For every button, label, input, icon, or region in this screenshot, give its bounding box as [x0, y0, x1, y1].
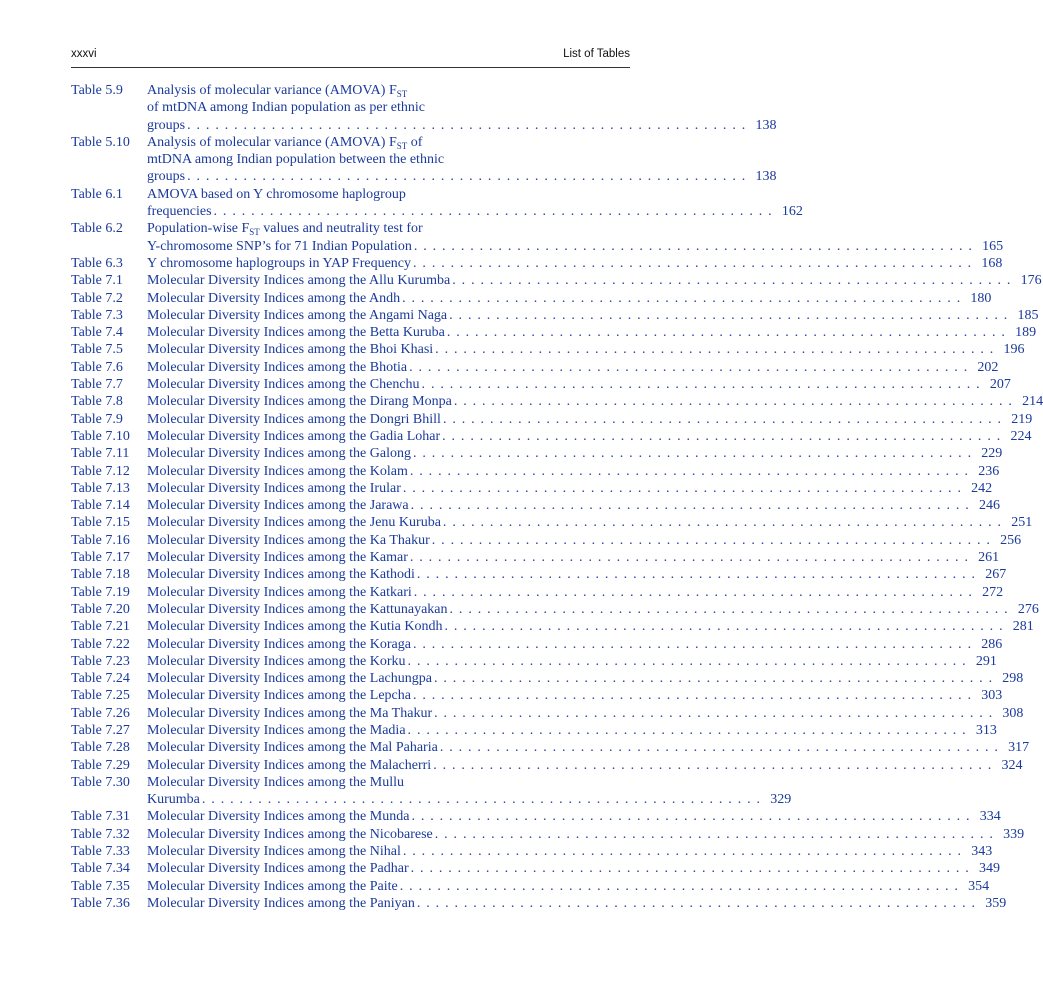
- dot-leader: . . . . . . . . . . . . . . . . . . . . . . . . . . . . . . . . . . . . . . . . . . . . . . . . . . . . . . . . . . . .: [453, 394, 1014, 410]
- caption-line: Molecular Diversity Indices among the Mullu: [147, 774, 404, 790]
- dot-leader: . . . . . . . . . . . . . . . . . . . . . . . . . . . . . . . . . . . . . . . . . . . . . . . . . . . . . . . . . . . .: [412, 446, 973, 462]
- dot-leader: . . . . . . . . . . . . . . . . . . . . . . . . . . . . . . . . . . . . . . . . . . . . . . . . . . . . . . . . . . . .: [412, 688, 973, 704]
- table-entry[interactable]: [71, 307, 1039, 324]
- caption-line: Molecular Diversity Indices among the Kamar: [147, 550, 408, 566]
- table-entry[interactable]: [71, 82, 777, 134]
- caption-line: Molecular Diversity Indices among the Galong: [147, 446, 411, 462]
- page-number: xxxvi: [71, 48, 97, 60]
- table-caption[interactable]: [147, 601, 1039, 618]
- dot-leader: . . . . . . . . . . . . . . . . . . . . . . . . . . . . . . . . . . . . . . . . . . . . . . . . . . . . . . . . . . . .: [416, 895, 977, 911]
- table-caption[interactable]: [147, 411, 1033, 428]
- table-number[interactable]: Table 6.1: [71, 186, 123, 202]
- dot-leader: . . . . . . . . . . . . . . . . . . . . . . . . . . . . . . . . . . . . . . . . . . . . . . . . . . . . . . . . . . . .: [402, 290, 962, 306]
- table-entry[interactable]: [71, 428, 1032, 445]
- caption-line: Molecular Diversity Indices among the Malacherri: [147, 757, 432, 773]
- dot-leader: . . . . . . . . . . . . . . . . . . . . . . . . . . . . . . . . . . . . . . . . . . . . . . . . . . . . . . . . . . . .: [187, 169, 747, 185]
- list-of-tables: [71, 82, 1043, 912]
- table-caption[interactable]: [147, 307, 1039, 324]
- dot-leader: . . . . . . . . . . . . . . . . . . . . . . . . . . . . . . . . . . . . . . . . . . . . . . . . . . . . . . . . . . . .: [442, 515, 1003, 531]
- page-ref[interactable]: 138: [755, 169, 777, 185]
- table-caption[interactable]: [147, 134, 777, 186]
- page-ref[interactable]: 207: [989, 377, 1011, 393]
- table-number[interactable]: Table 7.35: [71, 878, 130, 894]
- caption-line: frequencies: [147, 204, 212, 220]
- dot-leader: . . . . . . . . . . . . . . . . . . . . . . . . . . . . . . . . . . . . . . . . . . . . . . . . . . . . . . . . . . . .: [446, 325, 1007, 341]
- page-ref[interactable]: 334: [979, 809, 1001, 825]
- caption-line: Molecular Diversity Indices among the Bhoi Khasi: [147, 342, 434, 358]
- table-entry[interactable]: [71, 272, 1042, 289]
- caption-line: Molecular Diversity Indices among the Ka Thakur: [147, 532, 430, 548]
- table-caption[interactable]: [147, 826, 1025, 843]
- page-ref[interactable]: 339: [1003, 826, 1025, 842]
- page-ref[interactable]: 261: [978, 550, 1000, 566]
- dot-leader: . . . . . . . . . . . . . . . . . . . . . . . . . . . . . . . . . . . . . . . . . . . . . . . . . . . . . . . . . . . .: [413, 238, 974, 254]
- dot-leader: . . . . . . . . . . . . . . . . . . . . . . . . . . . . . . . . . . . . . . . . . . . . . . . . . . . . . . . . . . . .: [411, 809, 971, 825]
- table-number[interactable]: Table 5.9: [71, 83, 123, 98]
- page-ref[interactable]: 349: [978, 861, 1000, 877]
- page-ref[interactable]: 359: [985, 895, 1007, 911]
- table-number[interactable]: Table 7.24: [71, 671, 130, 687]
- table-number[interactable]: Table 7.29: [71, 757, 130, 773]
- caption-line: Molecular Diversity Indices among the Lachungpa: [147, 671, 432, 687]
- table-caption[interactable]: [147, 376, 1011, 393]
- table-caption[interactable]: [147, 341, 1025, 358]
- table-entry[interactable]: [71, 895, 1007, 912]
- caption-line: Molecular Diversity Indices among the Jarawa: [147, 498, 409, 514]
- caption-line: Molecular Diversity Indices among the Allu Kurumba: [147, 273, 451, 289]
- caption-line: Molecular Diversity Indices among the Dongri Bhill: [147, 411, 441, 427]
- table-number[interactable]: Table 7.31: [71, 809, 130, 825]
- caption-line: Population-wise $F_{ST}$ values and neutrality test for: [147, 221, 423, 238]
- table-number[interactable]: Table 7.12: [71, 463, 130, 479]
- caption-line: mtDNA among Indian population between the ethnic: [147, 152, 445, 168]
- dot-leader: . . . . . . . . . . . . . . . . . . . . . . . . . . . . . . . . . . . . . . . . . . . . . . . . . . . . . . . . . . . .: [409, 359, 969, 375]
- table-entry[interactable]: [71, 290, 992, 307]
- table-number[interactable]: Table 7.7: [71, 377, 123, 393]
- table-caption[interactable]: [147, 514, 1033, 531]
- table-caption[interactable]: [147, 445, 1003, 462]
- table-entry[interactable]: [71, 757, 1023, 774]
- table-number[interactable]: Table 7.27: [71, 722, 130, 738]
- table-entry[interactable]: [71, 376, 1011, 393]
- table-number[interactable]: Table 7.36: [71, 895, 130, 911]
- dot-leader: . . . . . . . . . . . . . . . . . . . . . . . . . . . . . . . . . . . . . . . . . . . . . . . . . . . . . . . . . . . .: [439, 740, 1000, 756]
- page-ref[interactable]: 267: [985, 567, 1007, 583]
- table-caption[interactable]: [147, 670, 1024, 687]
- table-number[interactable]: Table 7.19: [71, 584, 130, 600]
- dot-leader: . . . . . . . . . . . . . . . . . . . . . . . . . . . . . . . . . . . . . . . . . . . . . . . . . . . . . . . . . . . .: [416, 567, 977, 583]
- dot-leader: . . . . . . . . . . . . . . . . . . . . . . . . . . . . . . . . . . . . . . . . . . . . . . . . . . . . . . . . . . . .: [434, 826, 995, 842]
- page-ref[interactable]: 224: [1010, 428, 1032, 444]
- table-entry[interactable]: [71, 878, 990, 895]
- caption-line: Molecular Diversity Indices among the Madia: [147, 722, 406, 738]
- caption-line: Molecular Diversity Indices among the Kutia Kondh: [147, 619, 443, 635]
- page-ref[interactable]: 165: [982, 238, 1004, 254]
- dot-leader: . . . . . . . . . . . . . . . . . . . . . . . . . . . . . . . . . . . . . . . . . . . . . . . . . . . . . . . . . . . .: [410, 861, 970, 877]
- caption-line: Analysis of molecular variance (AMOVA) $F_{ST}$ of: [147, 134, 423, 151]
- dot-leader: . . . . . . . . . . . . . . . . . . . . . . . . . . . . . . . . . . . . . . . . . . . . . . . . . . . . . . . . . . . .: [421, 377, 981, 393]
- page-ref[interactable]: 229: [981, 446, 1003, 462]
- page-ref[interactable]: 303: [981, 688, 1003, 704]
- dot-leader: . . . . . . . . . . . . . . . . . . . . . . . . . . . . . . . . . . . . . . . . . . . . . . . . . . . . . . . . . . . .: [435, 342, 995, 358]
- table-entry[interactable]: [71, 860, 1000, 877]
- table-number[interactable]: Table 7.34: [71, 861, 130, 877]
- dot-leader: . . . . . . . . . . . . . . . . . . . . . . . . . . . . . . . . . . . . . . . . . . . . . . . . . . . . . . . . . . . .: [413, 255, 973, 271]
- page-ref[interactable]: 176: [1020, 273, 1042, 289]
- caption-line: Molecular Diversity Indices among the Paniyan: [147, 895, 415, 911]
- table-caption[interactable]: [147, 584, 1004, 601]
- table-entry[interactable]: [71, 532, 1022, 549]
- caption-line: groups: [147, 169, 186, 185]
- table-caption[interactable]: [147, 497, 1000, 514]
- table-entry[interactable]: [71, 359, 999, 376]
- page-ref[interactable]: 354: [968, 878, 990, 894]
- table-entry[interactable]: [71, 186, 803, 221]
- table-number[interactable]: Table 6.3: [71, 255, 123, 271]
- caption-line: Molecular Diversity Indices among the Jenu Kuruba: [147, 515, 441, 531]
- caption-line: Molecular Diversity Indices among the Chenchu: [147, 377, 420, 393]
- table-entry[interactable]: [71, 480, 993, 497]
- page-ref[interactable]: 281: [1012, 619, 1034, 635]
- page-ref[interactable]: 138: [755, 117, 777, 133]
- table-entry[interactable]: [71, 220, 1004, 255]
- table-entry[interactable]: [71, 584, 1004, 601]
- caption-line: Molecular Diversity Indices among the Koraga: [147, 636, 411, 652]
- page-ref[interactable]: 317: [1008, 740, 1030, 756]
- table-number[interactable]: Table 5.10: [71, 134, 130, 150]
- table-entry[interactable]: [71, 618, 1034, 635]
- table-entry[interactable]: [71, 514, 1033, 531]
- dot-leader: . . . . . . . . . . . . . . . . . . . . . . . . . . . . . . . . . . . . . . . . . . . . . . . . . . . . . . . . . . . .: [433, 671, 994, 687]
- page-ref[interactable]: 236: [978, 463, 1000, 479]
- table-number[interactable]: Table 7.28: [71, 740, 130, 756]
- dot-leader: . . . . . . . . . . . . . . . . . . . . . . . . . . . . . . . . . . . . . . . . . . . . . . . . . . . . . . . . . . . .: [402, 480, 963, 496]
- caption-line: Molecular Diversity Indices among the Kattunayakan: [147, 601, 448, 617]
- table-entry[interactable]: [71, 653, 997, 670]
- caption-line: Molecular Diversity Indices among the Paite: [147, 878, 398, 894]
- table-number[interactable]: Table 7.4: [71, 325, 123, 341]
- table-entry[interactable]: [71, 393, 1043, 410]
- table-number[interactable]: Table 7.23: [71, 653, 130, 669]
- table-entry[interactable]: [71, 808, 1001, 825]
- caption-line: Molecular Diversity Indices among the Ma Thakur: [147, 705, 433, 721]
- table-entry[interactable]: [71, 843, 993, 860]
- caption-line: Molecular Diversity Indices among the Katkari: [147, 584, 412, 600]
- caption-line: AMOVA based on Y chromosome haplogroup: [147, 186, 406, 202]
- table-number[interactable]: Table 7.17: [71, 550, 130, 566]
- table-caption[interactable]: [147, 186, 803, 221]
- table-caption[interactable]: [147, 636, 1003, 653]
- caption-line: Molecular Diversity Indices among the Angami Naga: [147, 307, 448, 323]
- table-number[interactable]: Table 7.9: [71, 411, 123, 427]
- page-ref[interactable]: 246: [978, 498, 1000, 514]
- dot-leader: . . . . . . . . . . . . . . . . . . . . . . . . . . . . . . . . . . . . . . . . . . . . . . . . . . . . . . . . . . . .: [412, 636, 973, 652]
- table-number[interactable]: Table 7.32: [71, 826, 130, 842]
- page-ref[interactable]: 242: [971, 480, 993, 496]
- table-caption[interactable]: [147, 255, 1003, 272]
- table-entry[interactable]: [71, 255, 1003, 272]
- page-ref[interactable]: 308: [1002, 705, 1024, 721]
- caption-line: Molecular Diversity Indices among the Korku: [147, 653, 406, 669]
- table-entry[interactable]: [71, 739, 1030, 756]
- table-caption[interactable]: [147, 220, 1004, 255]
- table-entry[interactable]: [71, 341, 1025, 358]
- table-entry[interactable]: [71, 826, 1025, 843]
- table-caption[interactable]: [147, 272, 1042, 289]
- table-entry[interactable]: [71, 411, 1033, 428]
- table-entry[interactable]: [71, 722, 997, 739]
- caption-line: Molecular Diversity Indices among the Kolam: [147, 463, 408, 479]
- dot-leader: . . . . . . . . . . . . . . . . . . . . . . . . . . . . . . . . . . . . . . . . . . . . . . . . . . . . . . . . . . . .: [409, 463, 970, 479]
- table-caption[interactable]: [147, 290, 992, 307]
- table-number[interactable]: Table 7.16: [71, 532, 130, 548]
- dot-leader: . . . . . . . . . . . . . . . . . . . . . . . . . . . . . . . . . . . . . . . . . . . . . . . . . . . . . . . . . . . .: [431, 532, 992, 548]
- table-number[interactable]: Table 7.14: [71, 498, 130, 514]
- table-entry[interactable]: [71, 601, 1039, 618]
- dot-leader: . . . . . . . . . . . . . . . . . . . . . . . . . . . . . . . . . . . . . . . . . . . . . . . . . . . . . . . . . . . .: [187, 117, 747, 133]
- table-number[interactable]: Table 7.30: [71, 774, 130, 790]
- table-entry[interactable]: [71, 134, 777, 186]
- page-ref[interactable]: 189: [1015, 325, 1037, 341]
- page-ref[interactable]: 329: [770, 792, 792, 808]
- table-caption[interactable]: [147, 705, 1024, 722]
- table-caption[interactable]: [147, 82, 777, 134]
- table-entry[interactable]: [71, 774, 792, 809]
- table-number[interactable]: Table 7.6: [71, 359, 123, 375]
- table-caption[interactable]: [147, 774, 792, 809]
- table-number[interactable]: Table 7.5: [71, 342, 123, 358]
- dot-leader: . . . . . . . . . . . . . . . . . . . . . . . . . . . . . . . . . . . . . . . . . . . . . . . . . . . . . . . . . . . .: [442, 411, 1003, 427]
- page-ref[interactable]: 196: [1003, 342, 1025, 358]
- table-number[interactable]: Table 7.13: [71, 480, 130, 496]
- caption-line: Molecular Diversity Indices among the Mal Paharia: [147, 740, 438, 756]
- dot-leader: . . . . . . . . . . . . . . . . . . . . . . . . . . . . . . . . . . . . . . . . . . . . . . . . . . . . . . . . . . . .: [213, 204, 773, 220]
- table-caption[interactable]: [147, 566, 1007, 583]
- table-entry[interactable]: [71, 324, 1037, 341]
- table-caption[interactable]: [147, 739, 1030, 756]
- caption-line: Molecular Diversity Indices among the Nicobarese: [147, 826, 433, 842]
- caption-line: Y-chromosome SNP’s for 71 Indian Population: [147, 238, 412, 254]
- table-entry[interactable]: [71, 549, 1000, 566]
- page-ref[interactable]: 272: [982, 584, 1004, 600]
- table-caption[interactable]: [147, 549, 1000, 566]
- caption-line: Analysis of molecular variance (AMOVA) $F_{ST}$: [147, 83, 408, 99]
- page-ref[interactable]: 343: [971, 844, 993, 860]
- page-ref[interactable]: 168: [981, 255, 1003, 271]
- dot-leader: . . . . . . . . . . . . . . . . . . . . . . . . . . . . . . . . . . . . . . . . . . . . . . . . . . . . . . . . . . . .: [452, 273, 1012, 289]
- table-entry[interactable]: [71, 670, 1024, 687]
- running-title: List of Tables: [563, 48, 630, 60]
- table-caption[interactable]: [147, 359, 999, 376]
- table-number[interactable]: Table 7.2: [71, 290, 123, 306]
- page-ref[interactable]: 219: [1011, 411, 1033, 427]
- dot-leader: . . . . . . . . . . . . . . . . . . . . . . . . . . . . . . . . . . . . . . . . . . . . . . . . . . . . . . . . . . . .: [399, 878, 960, 894]
- table-caption[interactable]: [147, 324, 1037, 341]
- page-ref[interactable]: 214: [1022, 394, 1043, 410]
- table-number[interactable]: Table 7.15: [71, 515, 130, 531]
- dot-leader: . . . . . . . . . . . . . . . . . . . . . . . . . . . . . . . . . . . . . . . . . . . . . . . . . . . . . . . . . . . .: [444, 619, 1004, 635]
- table-number[interactable]: Table 7.26: [71, 705, 130, 721]
- dot-leader: . . . . . . . . . . . . . . . . . . . . . . . . . . . . . . . . . . . . . . . . . . . . . . . . . . . . . . . . . . . .: [201, 792, 762, 808]
- caption-line: Molecular Diversity Indices among the Betta Kuruba: [147, 325, 445, 341]
- page-ref[interactable]: 185: [1017, 307, 1039, 323]
- table-number[interactable]: Table 7.8: [71, 394, 123, 410]
- table-number[interactable]: Table 7.18: [71, 567, 130, 583]
- page-header: [71, 47, 630, 68]
- dot-leader: . . . . . . . . . . . . . . . . . . . . . . . . . . . . . . . . . . . . . . . . . . . . . . . . . . . . . . . . . . . .: [409, 550, 970, 566]
- dot-leader: . . . . . . . . . . . . . . . . . . . . . . . . . . . . . . . . . . . . . . . . . . . . . . . . . . . . . . . . . . . .: [433, 757, 993, 773]
- table-caption[interactable]: [147, 895, 1007, 912]
- table-entry[interactable]: [71, 463, 1000, 480]
- dot-leader: . . . . . . . . . . . . . . . . . . . . . . . . . . . . . . . . . . . . . . . . . . . . . . . . . . . . . . . . . . . .: [449, 307, 1009, 323]
- dot-leader: . . . . . . . . . . . . . . . . . . . . . . . . . . . . . . . . . . . . . . . . . . . . . . . . . . . . . . . . . . . .: [410, 498, 970, 514]
- table-caption[interactable]: [147, 860, 1000, 877]
- table-number[interactable]: Table 7.10: [71, 428, 130, 444]
- caption-line: Molecular Diversity Indices among the Padhar: [147, 861, 409, 877]
- page-ref[interactable]: 162: [781, 204, 803, 220]
- dot-leader: . . . . . . . . . . . . . . . . . . . . . . . . . . . . . . . . . . . . . . . . . . . . . . . . . . . . . . . . . . . .: [442, 428, 1002, 444]
- table-caption[interactable]: [147, 687, 1003, 704]
- table-caption[interactable]: [147, 722, 997, 739]
- table-number[interactable]: Table 7.11: [71, 446, 130, 462]
- caption-line: of mtDNA among Indian population as per ethnic: [147, 100, 425, 116]
- table-number[interactable]: Table 7.25: [71, 688, 130, 704]
- table-caption[interactable]: [147, 463, 1000, 480]
- dot-leader: . . . . . . . . . . . . . . . . . . . . . . . . . . . . . . . . . . . . . . . . . . . . . . . . . . . . . . . . . . . .: [413, 584, 974, 600]
- table-number[interactable]: Table 7.21: [71, 619, 130, 635]
- caption-line: Molecular Diversity Indices among the Kathodi: [147, 567, 415, 583]
- page-ref[interactable]: 324: [1001, 757, 1023, 773]
- table-caption[interactable]: [147, 808, 1001, 825]
- page-ref[interactable]: 202: [977, 359, 999, 375]
- caption-line: Molecular Diversity Indices among the Andh: [147, 290, 401, 306]
- table-entry[interactable]: [71, 687, 1003, 704]
- page-ref[interactable]: 298: [1002, 671, 1024, 687]
- dot-leader: . . . . . . . . . . . . . . . . . . . . . . . . . . . . . . . . . . . . . . . . . . . . . . . . . . . . . . . . . . . .: [407, 722, 967, 738]
- table-number[interactable]: Table 7.20: [71, 601, 130, 617]
- caption-line: Molecular Diversity Indices among the Irular: [147, 480, 401, 496]
- page-ref[interactable]: 251: [1011, 515, 1033, 531]
- table-number[interactable]: Table 7.1: [71, 273, 123, 289]
- caption-line: Molecular Diversity Indices among the Nihal: [147, 844, 401, 860]
- table-caption[interactable]: [147, 532, 1022, 549]
- table-caption[interactable]: [147, 428, 1032, 445]
- dot-leader: . . . . . . . . . . . . . . . . . . . . . . . . . . . . . . . . . . . . . . . . . . . . . . . . . . . . . . . . . . . .: [449, 601, 1009, 617]
- table-caption[interactable]: [147, 878, 990, 895]
- caption-line: Molecular Diversity Indices among the Gadia Lohar: [147, 428, 441, 444]
- table-caption[interactable]: [147, 618, 1034, 635]
- caption-line: Y chromosome haplogroups in YAP Frequency: [147, 255, 412, 271]
- page-ref[interactable]: 256: [1000, 532, 1022, 548]
- table-number[interactable]: Table 7.22: [71, 636, 130, 652]
- caption-line: Kurumba: [147, 792, 200, 808]
- table-caption[interactable]: [147, 843, 993, 860]
- table-entry[interactable]: [71, 636, 1003, 653]
- table-entry[interactable]: [71, 497, 1000, 514]
- table-caption[interactable]: [147, 757, 1023, 774]
- table-entry[interactable]: [71, 566, 1007, 583]
- table-entry[interactable]: [71, 705, 1024, 722]
- table-entry[interactable]: [71, 445, 1003, 462]
- page-ref[interactable]: 291: [975, 653, 997, 669]
- table-caption[interactable]: [147, 653, 997, 670]
- table-number[interactable]: Table 7.33: [71, 844, 130, 860]
- page-ref[interactable]: 313: [975, 722, 997, 738]
- caption-line: Molecular Diversity Indices among the Dirang Monpa: [147, 394, 452, 410]
- table-caption[interactable]: [147, 480, 993, 497]
- table-number[interactable]: Table 7.3: [71, 307, 123, 323]
- table-caption[interactable]: [147, 393, 1043, 410]
- table-number[interactable]: Table 6.2: [71, 221, 123, 237]
- page-ref[interactable]: 286: [981, 636, 1003, 652]
- dot-leader: . . . . . . . . . . . . . . . . . . . . . . . . . . . . . . . . . . . . . . . . . . . . . . . . . . . . . . . . . . . .: [402, 844, 963, 860]
- caption-line: Molecular Diversity Indices among the Munda: [147, 809, 410, 825]
- caption-line: Molecular Diversity Indices among the Bhotia: [147, 359, 408, 375]
- caption-line: Molecular Diversity Indices among the Lepcha: [147, 688, 411, 704]
- page-ref[interactable]: 180: [970, 290, 992, 306]
- dot-leader: . . . . . . . . . . . . . . . . . . . . . . . . . . . . . . . . . . . . . . . . . . . . . . . . . . . . . . . . . . . .: [407, 653, 967, 669]
- caption-line: groups: [147, 117, 186, 133]
- page-ref[interactable]: 276: [1017, 601, 1039, 617]
- dot-leader: . . . . . . . . . . . . . . . . . . . . . . . . . . . . . . . . . . . . . . . . . . . . . . . . . . . . . . . . . . . .: [434, 705, 994, 721]
